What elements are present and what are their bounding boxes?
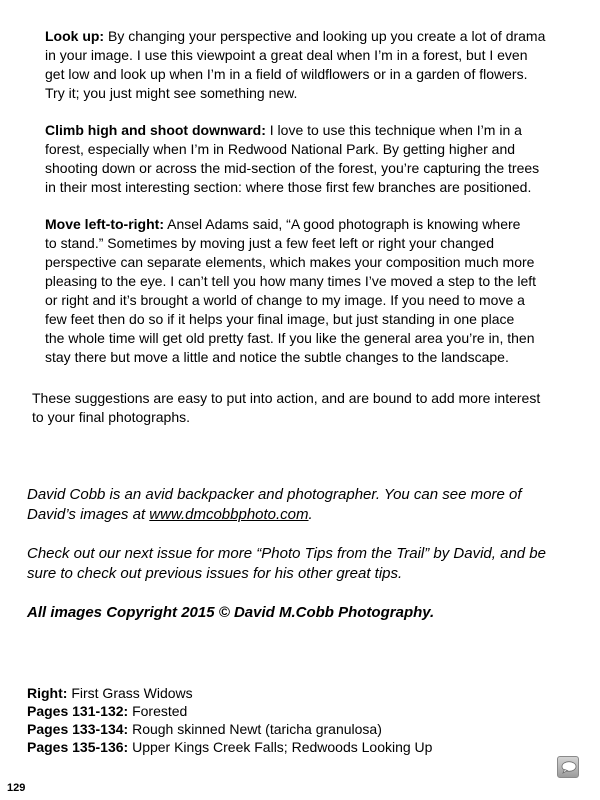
next-issue-text: Check out our next issue for more “Photo Tips from the Trail” by David, and be <box>27 545 546 562</box>
next-issue-text: sure to check out previous issues for his other great tips. <box>27 565 403 582</box>
tip-title: Look up: <box>45 28 105 44</box>
tip-title: Move left-to-right: <box>45 216 164 232</box>
caption-line <box>27 738 432 756</box>
tip-text: Try it; you just might see something new. <box>45 85 298 101</box>
caption-label: Right: <box>27 685 68 701</box>
summary-paragraph <box>32 389 572 427</box>
tips-section <box>45 27 573 385</box>
copyright-notice: All images Copyright 2015 © David M.Cobb Photography. <box>27 604 435 621</box>
tip-text: stay there but move a little and notice the subtle changes to the landscape. <box>45 349 509 365</box>
tip-text: shooting down or across the mid-section of the forest, you’re capturing the trees <box>45 160 540 176</box>
tip-text: pleasing to the eye. I can’t tell you how many times I’ve moved a step to the left <box>45 273 537 289</box>
summary-line: to your final photographs. <box>32 409 190 425</box>
tip-text: forest, especially when I’m in Redwood National Park. By getting higher and <box>45 141 516 157</box>
caption-line <box>27 684 432 702</box>
tip-text: perspective can separate elements, which makes your composition much more <box>45 254 535 270</box>
author-bio <box>27 485 577 642</box>
caption-label: Pages 135-136: <box>27 739 129 755</box>
tip-look-up <box>45 27 573 103</box>
tip-climb-high <box>45 121 573 197</box>
tip-text: get low and look up when I’m in a field of wildflowers or in a garden of flowers. <box>45 66 528 82</box>
caption-text: First Grass Widows <box>67 685 193 701</box>
caption-label: Pages 133-134: <box>27 721 129 737</box>
caption-text: Forested <box>128 703 188 719</box>
comment-button[interactable] <box>557 756 579 778</box>
caption-text: Upper Kings Creek Falls; Redwoods Looking Up <box>128 739 433 755</box>
tip-text: in your image. I use this viewpoint a great deal when I’m in a forest, but I even <box>45 47 528 63</box>
photo-captions <box>27 684 432 756</box>
caption-line <box>27 720 432 738</box>
tip-move-left-right <box>45 215 573 367</box>
caption-label: Pages 131-132: <box>27 703 129 719</box>
bio-text: David Cobb is an avid backpacker and photographer. You can see more of <box>27 486 522 503</box>
tip-text: the whole time will get old pretty fast. If you like the general area you’re in, then <box>45 330 535 346</box>
bio-text: David’s images at <box>27 506 150 523</box>
website-link[interactable]: www.dmcobbphoto.com <box>149 506 309 523</box>
tip-text: I love to use this technique when I’m in a <box>265 122 522 138</box>
caption-text: Rough skinned Newt (taricha granulosa) <box>128 721 382 737</box>
tip-text: Ansel Adams said, “A good photograph is knowing where <box>163 216 521 232</box>
tip-text: By changing your perspective and looking up you create a lot of drama <box>104 28 546 44</box>
page-number: 129 <box>7 782 26 794</box>
tip-text: or right and it’s brought a world of change to my image. If you need to move a <box>45 292 525 308</box>
tip-text: in their most interesting section: where those first few branches are positioned. <box>45 179 532 195</box>
tip-title: Climb high and shoot downward: <box>45 122 266 138</box>
caption-line <box>27 702 432 720</box>
tip-text: few feet then do so if it helps your final image, but just standing in one place <box>45 311 515 327</box>
comment-icon <box>561 761 577 774</box>
summary-line: These suggestions are easy to put into action, and are bound to add more interest <box>32 390 541 406</box>
tip-text: to stand.” Sometimes by moving just a few feet left or right your changed <box>45 235 494 251</box>
bio-text: . <box>308 506 313 523</box>
